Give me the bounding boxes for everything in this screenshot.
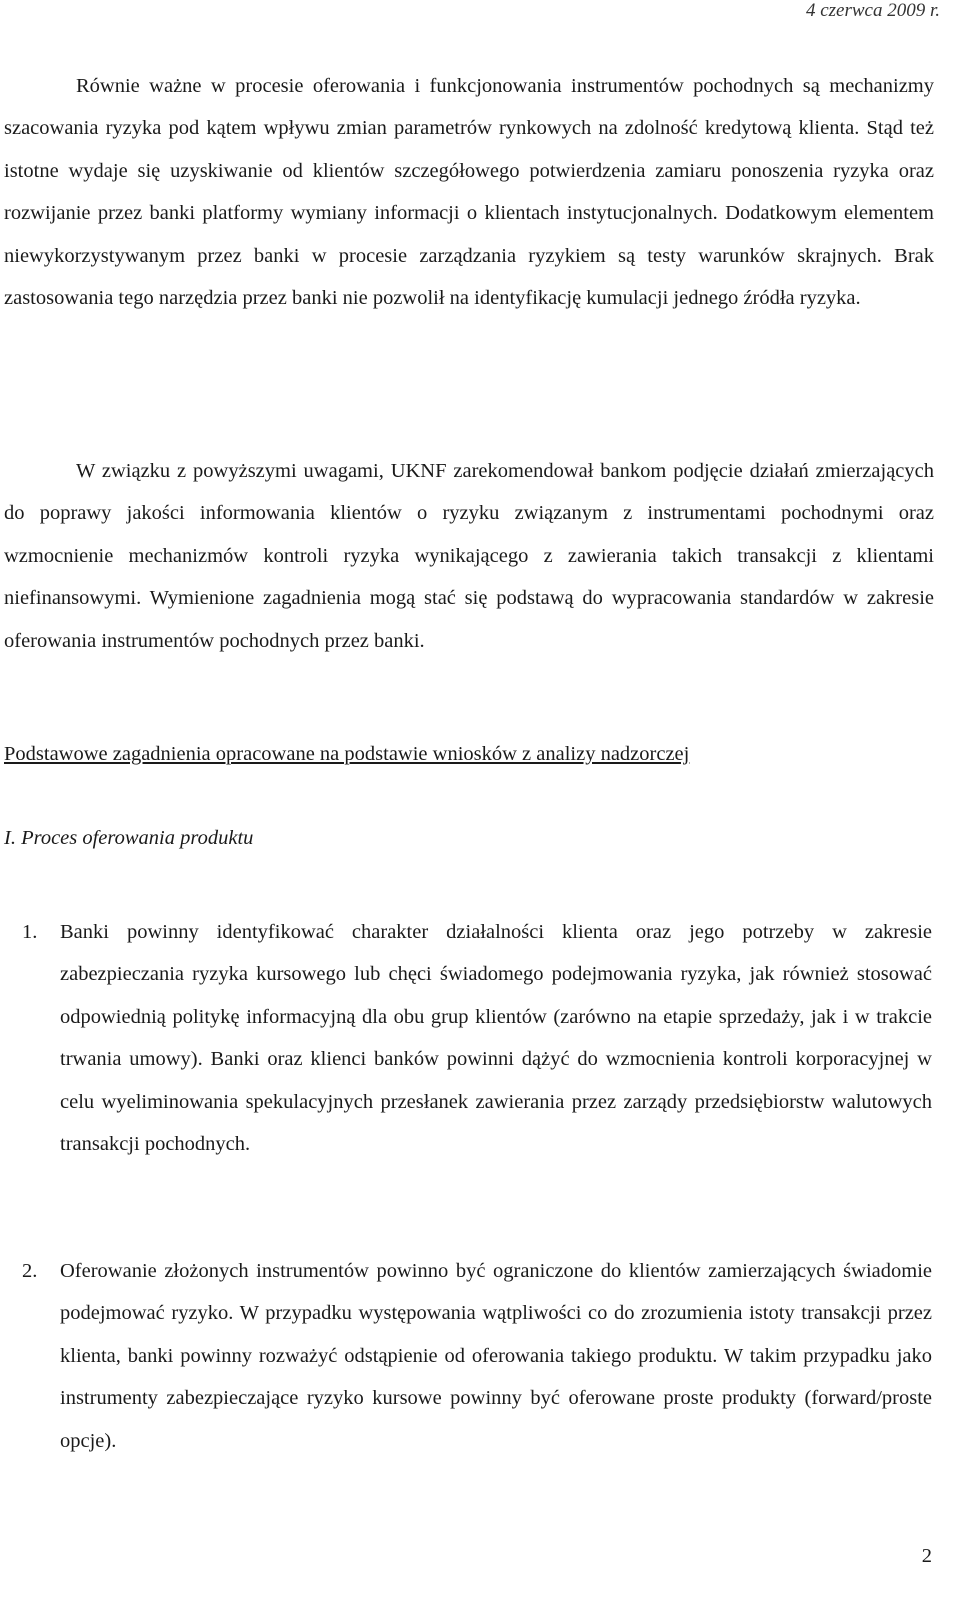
list-item-text: Banki powinny identyfikować charakter działalności klienta oraz jego potrzeby w zakresie zabezpieczania ryzyka kursowego lub chęci świadomego podejmowania ryzyka, jak również stosować odpowiednią politykę informacyjną dla obu grup klientów (zarówno na etapie sprzedaży, jak i w trakcie trwania umowy). Banki oraz klienci banków powinni dążyć do wzmocnienia kontroli korporacyjnej w celu wyeliminowania spekulacyjnych przesłanek zawierania przez zarządy przedsiębiorstw walutowych transakcji pochodnych. [60,921,932,1156]
list-item-number: 1. [22,921,38,943]
section-heading: Podstawowe zagadnienia opracowane na podstawie wniosków z analizy nadzorczej [4,743,690,765]
section-subheading: I. Proces oferowania produktu [4,827,254,849]
paragraph-uknf-recommendation: W związku z powyższymi uwagami, UKNF zarekomendował bankom podjęcie działań zmierzających do poprawy jakości informowania klientów o ryzyku związanym z instrumentami pochodnymi oraz wzmocnienie mechanizmów kontroli ryzyka wynikającego z zawierania takich transakcji z klientami niefinansowymi. Wymienione zagadnienia mogą stać się podstawą do wypracowania standardów w zakresie oferowania instrumentów pochodnych przez banki. [4,460,934,652]
page-date: 4 czerwca 2009 r. [805,0,940,21]
paragraph-risk-mechanisms: Równie ważne w procesie oferowania i funkcjonowania instrumentów pochodnych są mechanizmy szacowania ryzyka pod kątem wpływu zmian parametrów rynkowych na zdolność kredytową klienta. Stąd też istotne wydaje się uzyskiwanie od klientów szczegółowego potwierdzenia zamiaru ponoszenia ryzyka oraz rozwijanie przez banki platformy wymiany informacji o klientach instytucjonalnych. Dodatkowym elementem niewykorzystywanym przez banki w procesie zarządzania ryzykiem są testy warunków skrajnych. Brak zastosowania tego narzędzia przez banki nie pozwolił na identyfikację kumulacji jednego źródła ryzyka. [4,75,934,310]
list-item-text: Oferowanie złożonych instrumentów powinno być ograniczone do klientów zamierzających świadomie podejmować ryzyko. W przypadku występowania wątpliwości co do zrozumienia istoty transakcji przez klienta, banki powinny rozważyć odstąpienie od oferowania takiego produktu. W takim przypadku jako instrumenty zabezpieczające ryzyko kursowe powinny być oferowane proste produkty (forward/proste opcje). [60,1260,932,1452]
list-item-number: 2. [22,1260,38,1282]
page-number: 2 [921,1545,932,1567]
